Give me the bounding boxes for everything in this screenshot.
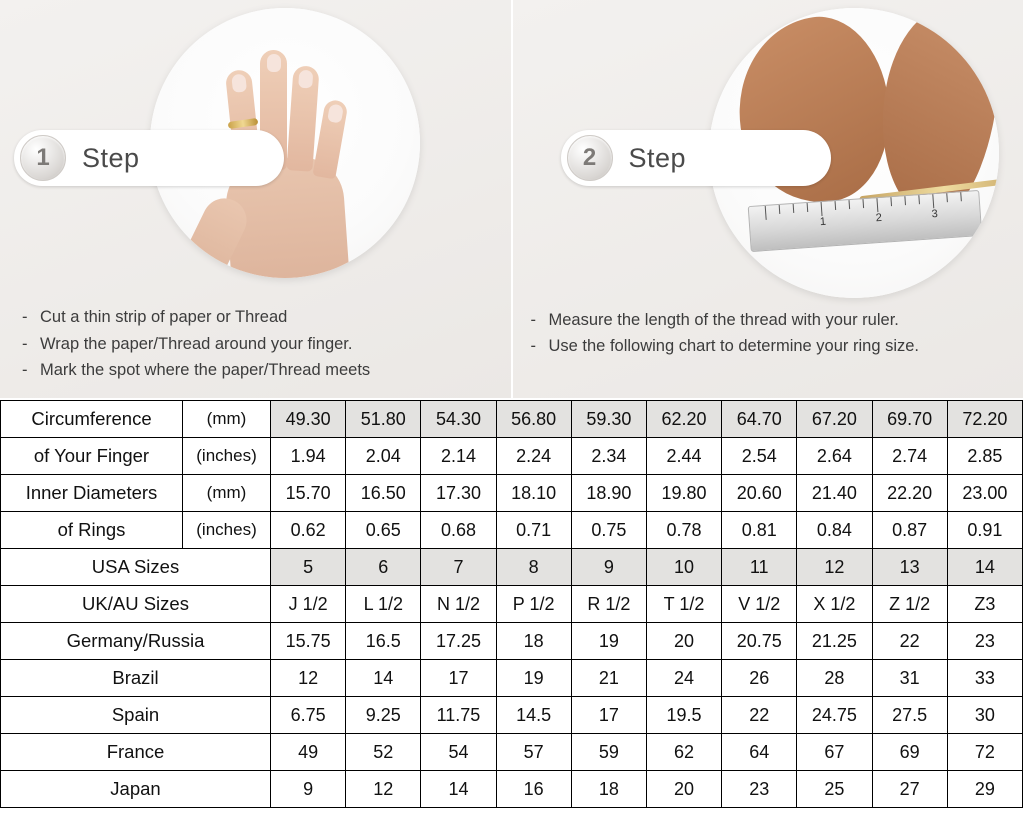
cell: 21.40 <box>797 475 872 512</box>
cell: 2.14 <box>421 438 496 475</box>
cell: 24.75 <box>797 697 872 734</box>
cell: 18 <box>571 771 646 808</box>
row-label: USA Sizes <box>1 549 271 586</box>
cell: 20.75 <box>722 623 797 660</box>
ruler-tick <box>764 206 766 220</box>
cell: 23 <box>947 623 1022 660</box>
cell: 0.75 <box>571 512 646 549</box>
table-row <box>1 660 1023 697</box>
cell: 8 <box>496 549 571 586</box>
cell: 9 <box>571 549 646 586</box>
cell: J 1/2 <box>271 586 346 623</box>
cell: 23.00 <box>947 475 1022 512</box>
cell: 56.80 <box>496 401 571 438</box>
cell: 2.85 <box>947 438 1022 475</box>
ring-size-table <box>0 400 1023 808</box>
row-label: Circumference <box>1 401 183 438</box>
cell: 7 <box>421 549 496 586</box>
cell: 17 <box>421 660 496 697</box>
cell: L 1/2 <box>346 586 421 623</box>
ruler-tick <box>834 201 836 210</box>
table-row <box>1 771 1023 808</box>
cell: 19 <box>496 660 571 697</box>
fingernail <box>267 54 281 72</box>
cell: 54.30 <box>421 401 496 438</box>
instruction-item <box>531 307 1014 334</box>
row-label: Spain <box>1 697 271 734</box>
row-label: France <box>1 734 271 771</box>
table-row <box>1 697 1023 734</box>
ruler-tick <box>820 202 822 216</box>
cell: 16.5 <box>346 623 421 660</box>
cell: V 1/2 <box>722 586 797 623</box>
table-row <box>1 623 1023 660</box>
bullet-dash-icon: - <box>530 310 536 329</box>
ruler-tick <box>862 199 864 208</box>
cell: 0.65 <box>346 512 421 549</box>
step-2-label: Step <box>628 142 687 173</box>
ruler-tick <box>792 204 794 213</box>
row-unit: (mm) <box>183 401 271 438</box>
fingernail <box>298 70 313 89</box>
ruler-tick <box>876 198 878 212</box>
cell: 22 <box>872 623 947 660</box>
ruler-tick <box>960 192 962 201</box>
step-2-number: 2 <box>567 135 613 181</box>
fingernail <box>231 74 247 93</box>
cell: 22 <box>722 697 797 734</box>
cell: 20 <box>646 623 721 660</box>
cell: 23 <box>722 771 797 808</box>
cell: 57 <box>496 734 571 771</box>
cell: 28 <box>797 660 872 697</box>
table-row <box>1 438 1023 475</box>
bullet-dash-icon: - <box>530 337 536 356</box>
cell: 27.5 <box>872 697 947 734</box>
cell: Z3 <box>947 586 1022 623</box>
step-1-badge <box>14 130 284 186</box>
cell: 25 <box>797 771 872 808</box>
table-row <box>1 734 1023 771</box>
cell: 2.24 <box>496 438 571 475</box>
cell: 16.50 <box>346 475 421 512</box>
row-label: UK/AU Sizes <box>1 586 271 623</box>
cell: 33 <box>947 660 1022 697</box>
cell: 0.62 <box>271 512 346 549</box>
cell: 26 <box>722 660 797 697</box>
row-label: of Your Finger <box>1 438 183 475</box>
cell: R 1/2 <box>571 586 646 623</box>
instruction-text: Wrap the paper/Thread around your finger. <box>40 334 353 353</box>
cell: P 1/2 <box>496 586 571 623</box>
cell: 14 <box>947 549 1022 586</box>
cell: 0.71 <box>496 512 571 549</box>
cell: 72 <box>947 734 1022 771</box>
cell: 10 <box>646 549 721 586</box>
cell: 19.5 <box>646 697 721 734</box>
row-label: Brazil <box>1 660 271 697</box>
cell: 30 <box>947 697 1022 734</box>
cell: 19.80 <box>646 475 721 512</box>
cell: N 1/2 <box>421 586 496 623</box>
cell: 0.81 <box>722 512 797 549</box>
cell: 52 <box>346 734 421 771</box>
cell: 13 <box>872 549 947 586</box>
cell: 69 <box>872 734 947 771</box>
cell: 22.20 <box>872 475 947 512</box>
cell: 31 <box>872 660 947 697</box>
step-2-badge <box>561 130 831 186</box>
ruler-tick <box>904 196 906 205</box>
cell: 0.84 <box>797 512 872 549</box>
step-2-instructions <box>531 307 1014 360</box>
ruler-tick <box>918 195 920 204</box>
cell: 24 <box>646 660 721 697</box>
cell: 17.25 <box>421 623 496 660</box>
cell: 64 <box>722 734 797 771</box>
cell: 69.70 <box>872 401 947 438</box>
cell: 62.20 <box>646 401 721 438</box>
cell: 51.80 <box>346 401 421 438</box>
cell: 9.25 <box>346 697 421 734</box>
cell: 12 <box>271 660 346 697</box>
cell: 20 <box>646 771 721 808</box>
cell: 54 <box>421 734 496 771</box>
cell: 29 <box>947 771 1022 808</box>
ruler-tick <box>932 194 934 208</box>
instruction-item <box>22 357 501 384</box>
cell: 1.94 <box>271 438 346 475</box>
table-row <box>1 549 1023 586</box>
cell: 21.25 <box>797 623 872 660</box>
ruler-tick <box>946 193 948 202</box>
step-panel-1 <box>0 0 511 398</box>
table-row <box>1 512 1023 549</box>
row-unit: (inches) <box>183 512 271 549</box>
ruler-tick <box>778 205 780 214</box>
cell: 21 <box>571 660 646 697</box>
instruction-item <box>531 333 1014 360</box>
ruler-number: 2 <box>874 211 882 225</box>
cell: 11.75 <box>421 697 496 734</box>
cell: 18.90 <box>571 475 646 512</box>
cell: 0.91 <box>947 512 1022 549</box>
cell: T 1/2 <box>646 586 721 623</box>
instruction-text: Cut a thin strip of paper or Thread <box>40 307 288 326</box>
cell: 18.10 <box>496 475 571 512</box>
cell: 64.70 <box>722 401 797 438</box>
cell: 15.75 <box>271 623 346 660</box>
steps-section <box>0 0 1023 398</box>
cell: 49.30 <box>271 401 346 438</box>
cell: 14 <box>346 660 421 697</box>
cell: 27 <box>872 771 947 808</box>
cell: 67.20 <box>797 401 872 438</box>
cell: 14.5 <box>496 697 571 734</box>
row-unit: (mm) <box>183 475 271 512</box>
instruction-text: Measure the length of the thread with your ruler. <box>548 310 899 329</box>
row-label: Inner Diameters <box>1 475 183 512</box>
instruction-item <box>22 304 501 331</box>
cell: 12 <box>797 549 872 586</box>
instruction-text: Use the following chart to determine your ring size. <box>548 337 920 356</box>
cell: 17.30 <box>421 475 496 512</box>
cell: 16 <box>496 771 571 808</box>
cell: 59.30 <box>571 401 646 438</box>
cell: 2.74 <box>872 438 947 475</box>
cell: 5 <box>271 549 346 586</box>
table-row <box>1 401 1023 438</box>
cell: 2.64 <box>797 438 872 475</box>
cell: 62 <box>646 734 721 771</box>
cell: 72.20 <box>947 401 1022 438</box>
instruction-text: Mark the spot where the paper/Thread meets <box>40 361 371 380</box>
table-row <box>1 586 1023 623</box>
fingernail <box>327 103 344 123</box>
ruler-tick <box>806 203 808 212</box>
table-row <box>1 475 1023 512</box>
cell: 15.70 <box>271 475 346 512</box>
cell: 2.44 <box>646 438 721 475</box>
cell: 49 <box>271 734 346 771</box>
bullet-dash-icon: - <box>22 334 28 353</box>
cell: 14 <box>421 771 496 808</box>
cell: Z 1/2 <box>872 586 947 623</box>
row-label: Germany/Russia <box>1 623 271 660</box>
cell: 12 <box>346 771 421 808</box>
cell: 67 <box>797 734 872 771</box>
step-1-number: 1 <box>20 135 66 181</box>
step-1-label: Step <box>82 142 140 173</box>
ruler-tick <box>890 197 892 206</box>
cell: 11 <box>722 549 797 586</box>
cell: 17 <box>571 697 646 734</box>
cell: 20.60 <box>722 475 797 512</box>
cell: X 1/2 <box>797 586 872 623</box>
cell: 9 <box>271 771 346 808</box>
cell: 2.34 <box>571 438 646 475</box>
step-1-instructions <box>22 304 501 384</box>
bullet-dash-icon: - <box>22 361 28 380</box>
cell: 0.68 <box>421 512 496 549</box>
row-unit: (inches) <box>183 438 271 475</box>
ruler-number: 1 <box>819 215 826 229</box>
cell: 18 <box>496 623 571 660</box>
instruction-item <box>22 331 501 358</box>
cell: 19 <box>571 623 646 660</box>
ruler-number: 3 <box>930 207 938 221</box>
bullet-dash-icon: - <box>22 307 28 326</box>
cell: 0.78 <box>646 512 721 549</box>
ruler-tick <box>848 200 850 209</box>
cell: 59 <box>571 734 646 771</box>
cell: 6 <box>346 549 421 586</box>
cell: 6.75 <box>271 697 346 734</box>
row-label: Japan <box>1 771 271 808</box>
row-label: of Rings <box>1 512 183 549</box>
cell: 2.04 <box>346 438 421 475</box>
step-panel-2 <box>511 0 1023 398</box>
cell: 0.87 <box>872 512 947 549</box>
cell: 2.54 <box>722 438 797 475</box>
